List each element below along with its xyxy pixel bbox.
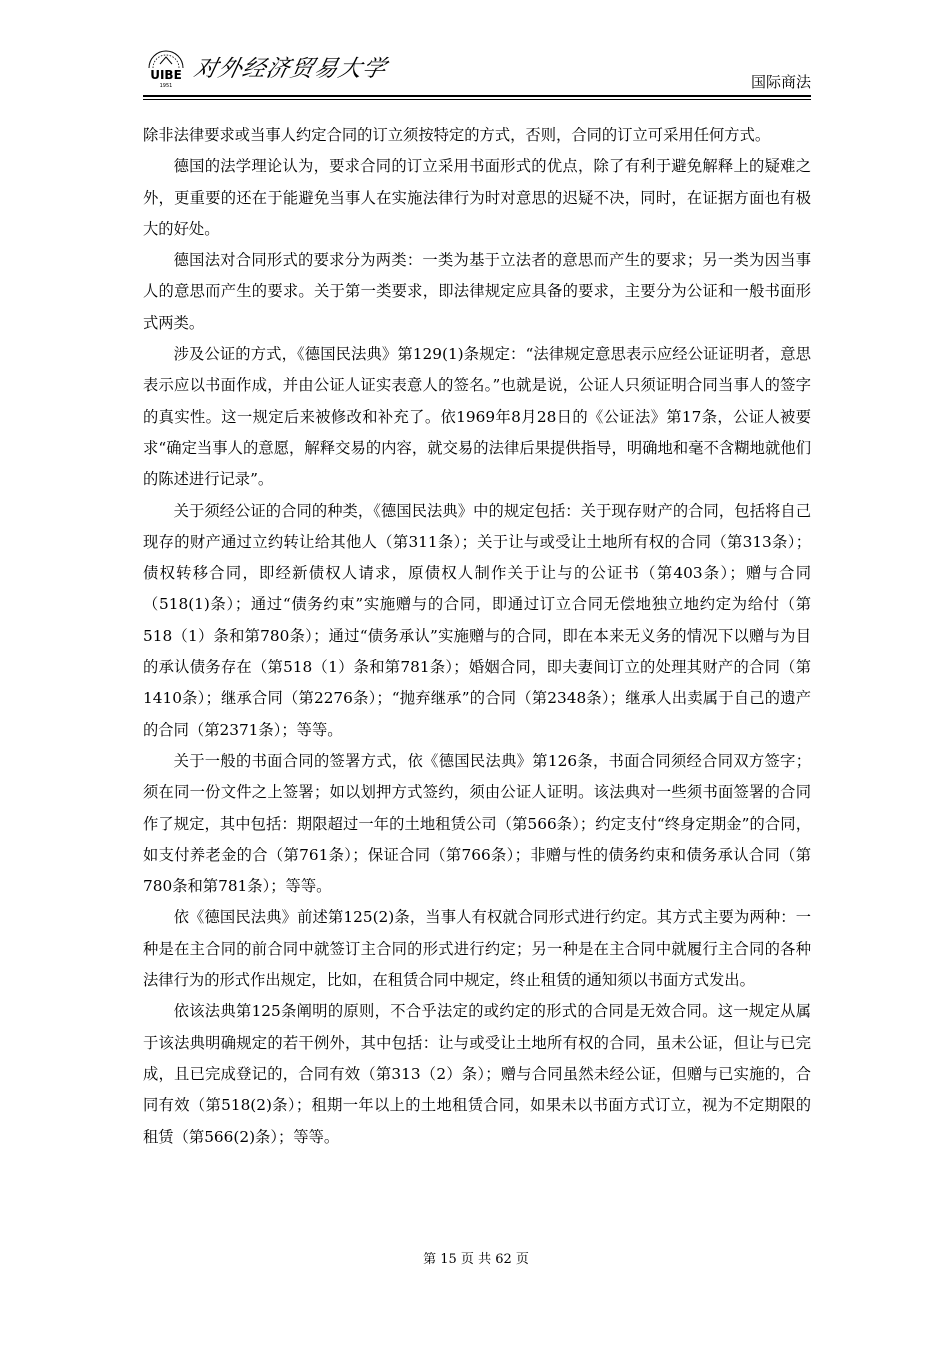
header-rule-thick xyxy=(143,95,811,97)
section-title: 国际商法 xyxy=(750,73,811,91)
paragraph: 依《德国民法典》前述第125(2)条，当事人有权就合同形式进行约定。其方式主要为两种：一种是在主合同的前合同中就签订主合同的形式进行约定；另一种是在主合同中就履行主合同的各种法律行为的形式作出规定，比如，在租赁合同中规定，终止租赁的通知须以书面方式发出。 xyxy=(143,908,811,990)
paragraph: 德国法对合同形式的要求分为两类：一类为基于立法者的意思而产生的要求；另一类为因当事人的意思而产生的要求。关于第一类要求，即法律规定应具备的要求，主要分为公证和一般书面形式两类。 xyxy=(143,251,811,332)
header-rule-thin xyxy=(143,99,811,100)
paragraph: 除非法律要求或当事人约定合同的订立须按特定的方式，否则，合同的订立可采用任何方式。 xyxy=(143,126,771,144)
paragraph: 依该法典第125条阐明的原则，不合乎法定的或约定的形式的合同是无效合同。这一规定从属于该法典明确规定的若干例外，其中包括：让与或受让土地所有权的合同，虽未公证，但让与已完成，且已完成登记的，合同有效（第313（2）条）；赠与合同虽然未经公证，但赠与已实施的，合同有效（第518(2)条）；租期一年以上的土地租赁合同，如果未以书面方式订立，视为不定期限的租赁（第566(2)条）；等等。 xyxy=(143,1002,811,1146)
paragraph: 德国的法学理论认为，要求合同的订立采用书面形式的优点，除了有利于避免解释上的疑难之外，更重要的还在于能避免当事人在实施法律行为时对意思的迟疑不决，同时，在证据方面也有极大的好处。 xyxy=(143,157,811,238)
paragraph: 关于一般的书面合同的签署方式，依《德国民法典》第126条，书面合同须经合同双方签字；须在同一份文件之上签署；如以划押方式签约，须由公证人证明。该法典对一些须书面签署的合同作了规定，其中包括：期限超过一年的土地租赁公司（第566条）；约定支付“终身定期金”的合同，如支付养老金的合（第761条）；保证合同（第766条）；非赠与性的债务约束和债务承认合同（第780条和第781条）；等等。 xyxy=(143,751,811,896)
university-name: 对外经济贸易大学 xyxy=(191,56,390,82)
university-logo xyxy=(143,48,189,88)
logo-abbr: UIBE xyxy=(150,68,182,82)
page-number: 第 15 页 共 62 页 xyxy=(423,1252,529,1267)
paragraph: 涉及公证的方式，《德国民法典》第129(1)条规定：“法律规定意思表示应经公证证明者，意思表示应以书面作成，并由公证人证实表意人的签名。”也就是说，公证人只须证明合同当事人的签字的真实性。这一规定后来被修改和补充了。依1969年8月28日的《公证法》第17条，公证人被要求“确定当事人的意愿，解释交易的内容，就交易的法律后果提供指导，明确地和毫不含糊地就他们的陈述进行记录”。 xyxy=(143,345,811,489)
logo-year: 1951 xyxy=(159,83,173,88)
document-body xyxy=(143,120,811,1153)
page-header xyxy=(143,40,811,96)
paragraph: 关于须经公证的合同的种类，《德国民法典》中的规定包括：关于现存财产的合同，包括将自己现存的财产通过立约转让给其他人（第311条）；关于让与或受让土地所有权的合同（第313条）；债权转移合同，即经新债权人请求，原债权人制作关于让与的公证书（第403条）；赠与合同（518(1)条）；通过“债务约束”实施赠与的合同，即通过订立合同无偿地独立地约定为给付（第518（1）条和第780条）；通过“债务承认”实施赠与的合同，即在本来无义务的情况下以赠与为目的承认债务存在（第518（1）条和第781条）；婚姻合同，即夫妻间订立的处理其财产的合同（第1410条）；继承合同（第2276条）；“抛弃继承”的合同（第2348条）；继承人出卖属于自己的遗产的合同（第2371条）；等等。 xyxy=(143,501,811,739)
